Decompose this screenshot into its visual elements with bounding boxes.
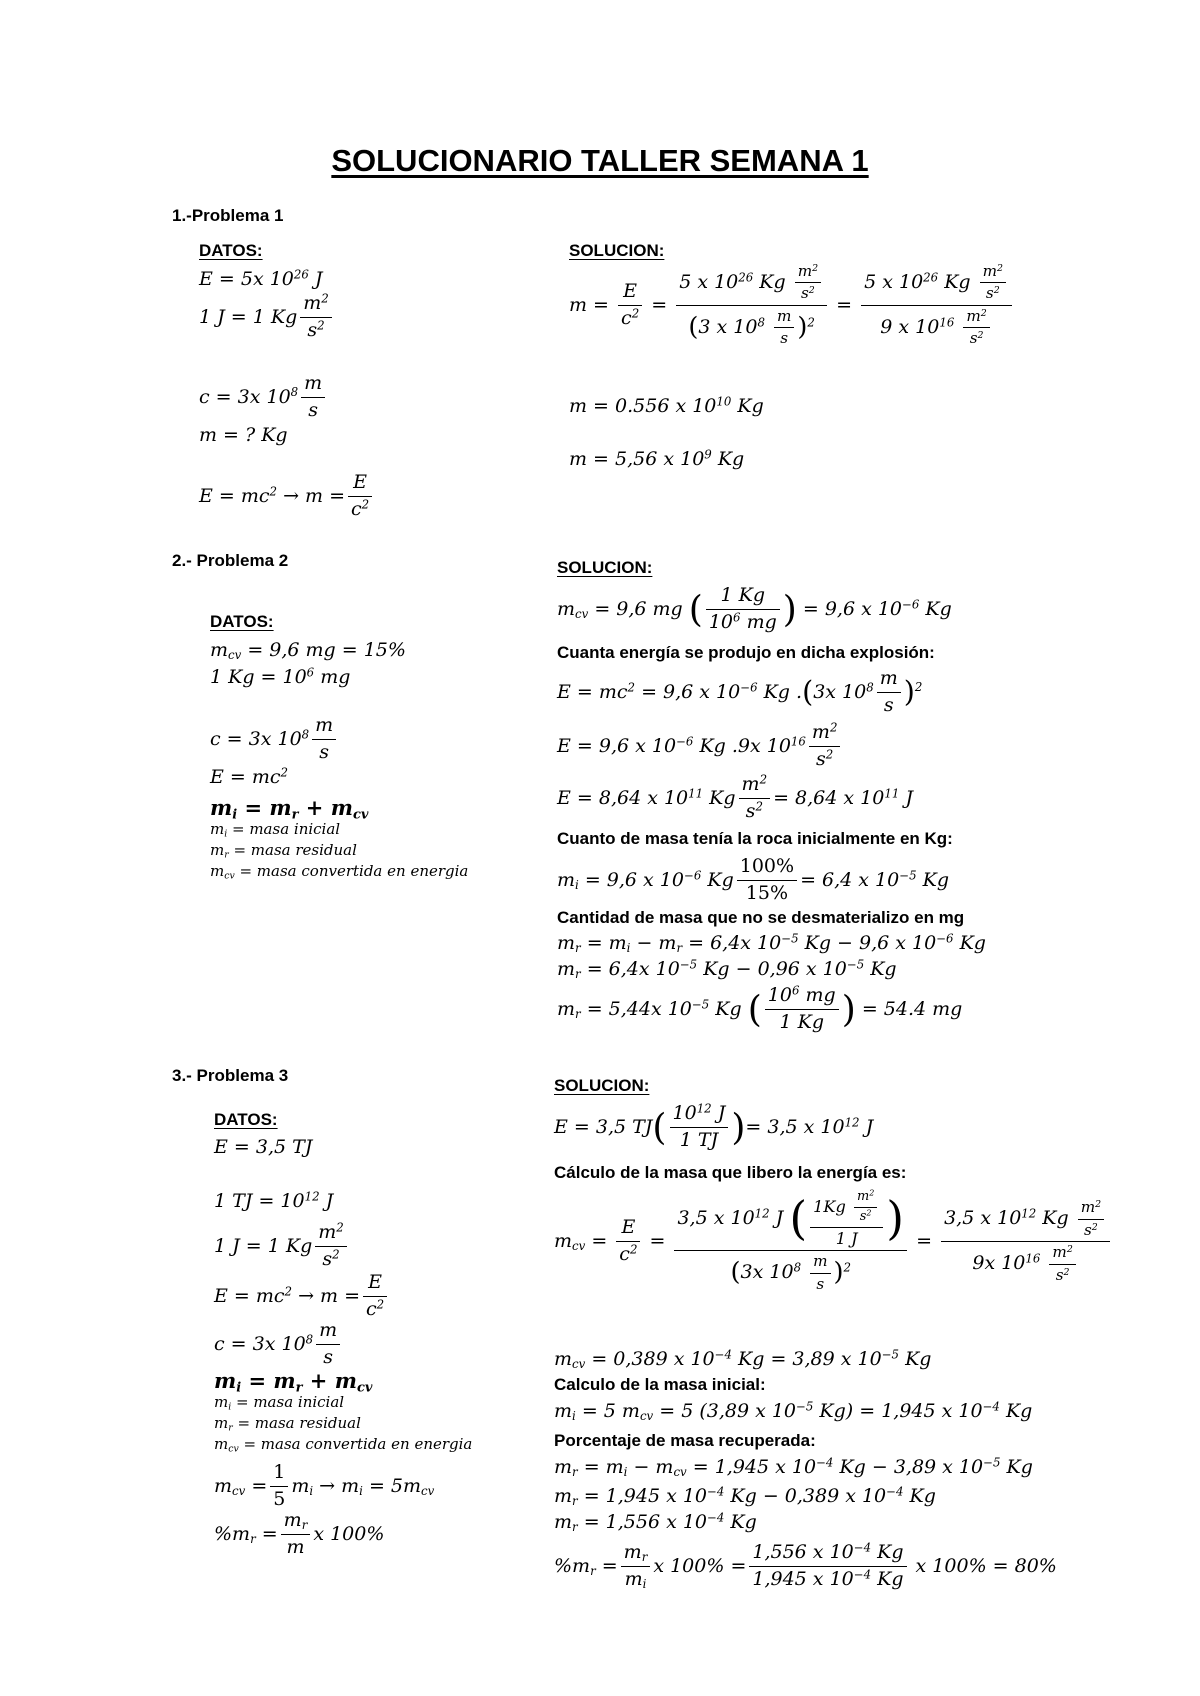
problem-2-residual-step-3: $m_r = 5,44x$ $10^{-5}$ Kg ( $\frac{10^6 mg}{1 Kg}$ ) = 54.4 mg — [557, 983, 963, 1033]
page-title: SOLUCIONARIO TALLER SEMANA 1 — [331, 143, 869, 178]
problem-3-question-percentage: Porcentaje de masa recuperada: — [554, 1431, 816, 1450]
problem-2-mass-balance: $m_i = m_r + m_{cv}$ — [210, 795, 369, 823]
problem-1-unknown-mass: m = ? Kg — [199, 424, 288, 446]
problem-1-solucion-label: SOLUCION: — [569, 241, 665, 260]
problem-2-legend-initial: $m_i$ = masa inicial — [210, 820, 341, 840]
problem-2-converted-mass: $m_{cv} = 9,6$ mg = 15% — [210, 639, 406, 662]
problem-2-energy-step-3: E = 8,64 x $10^{11}$ Kg $\frac{m^2}{s^2}$ = 8,64 x $10^{11}$ J — [557, 772, 913, 822]
problem-3-mass-balance: $m_i = m_r + m_{cv}$ — [214, 1368, 373, 1396]
problem-2-question-residual-mass: Cantidad de masa que no se desmaterializo en mg — [557, 908, 965, 927]
problem-3-percent-formula: $\%m_r$ = $\frac{m_r}{m}$ x 100% — [214, 1509, 385, 1558]
problem-1-energy-value: E = 5x $10^{26}$ J — [199, 267, 323, 290]
problem-1-mass-result-1: m = 0.556 x $10^{10}$ Kg — [569, 394, 764, 417]
problem-2-datos-label: DATOS: — [210, 612, 274, 631]
problem-3-terajoule-definition: 1 TJ = $10^{12}$ J — [214, 1189, 334, 1212]
problem-3-heading: 3.- Problema 3 — [172, 1066, 289, 1085]
problem-1-heading: 1.-Problema 1 — [172, 206, 284, 225]
problem-3-energy-value: E = 3,5 TJ — [214, 1136, 313, 1158]
problem-3-residual-step-2: $m_r = 1,945$ x $10^{-4}$ Kg − 0,389 x $10^{-4}$ Kg — [554, 1484, 936, 1508]
problem-3-solucion-label: SOLUCION: — [554, 1076, 650, 1095]
problem-3-residual-step-1: $m_r = m_i - m_{cv} = 1,945$ x $10^{-4}$ Kg − 3,89 x $10^{-5}$ Kg — [554, 1455, 1033, 1479]
problem-3-question-initial-mass: Calculo de la masa inicial: — [554, 1375, 766, 1394]
problem-1-energy-relation: $E = mc^2 \to m$ = $\frac{E}{c^2}$ — [199, 472, 375, 521]
problem-2-question-energy: Cuanta energía se produjo en dicha explosión: — [557, 643, 935, 662]
problem-3-residual-step-3: $m_r = 1,556$ x $10^{-4}$ Kg — [554, 1510, 757, 1534]
problem-3-light-speed: c = 3x $10^8$ $\frac{m}{s}$ — [214, 1320, 343, 1369]
problem-3-energy-relation: $E = mc^2 \to m$ = $\frac{E}{c^2}$ — [214, 1272, 390, 1321]
problem-2-legend-residual: $m_r$ = masa residual — [210, 841, 357, 861]
problem-2-initial-mass-calc: $m_i = 9,6$ x $10^{-6}$ Kg $\frac{100\%}{15\%}$ = 6,4 x $10^{-5}$ Kg — [557, 855, 949, 904]
problem-3-percentage-result: $\%m_r$ = $\frac{m_r}{m_i}$ x 100% = $\frac{1,556 x 10^{-4} Kg}{1,945 x 10^{-4} Kg}$ x 100% = 80% — [554, 1540, 1057, 1591]
problem-2-energy-step-2: E = 9,6 x $10^{-6}$ Kg .9x $10^{16}$ $\frac{m^2}{s^2}$ — [557, 722, 843, 771]
problem-3-legend-initial: $m_i$ = masa inicial — [214, 1393, 345, 1413]
problem-3-datos-label: DATOS: — [214, 1110, 278, 1129]
problem-1-light-speed: c = 3x $10^8$ $\frac{m}{s}$ — [199, 373, 328, 422]
problem-1-joule-definition: 1 J = 1 Kg $\frac{m^2}{s^2}$ — [199, 293, 335, 342]
problem-1-datos-label: DATOS: — [199, 241, 263, 260]
problem-3-converted-mass-result: $m_{cv} = 0,389$ x $10^{-4}$ Kg = 3,89 x $10^{-5}$ Kg — [554, 1347, 932, 1371]
problem-2-light-speed: c = 3x $10^8$ $\frac{m}{s}$ — [210, 715, 339, 764]
problem-3-legend-converted: $m_{cv}$ = masa convertida en energia — [214, 1435, 473, 1455]
problem-2-kg-to-mg: 1 $Kg = 10^6$ mg — [210, 665, 351, 688]
problem-3-initial-mass-calc: $m_i = 5$ $m_{cv} = 5$ (3,89 x $10^{-5}$ Kg) = 1,945 x $10^{-4}$ Kg — [554, 1399, 1033, 1423]
problem-2-solucion-label: SOLUCION: — [557, 558, 653, 577]
problem-2-legend-converted: $m_{cv}$ = masa convertida en energia — [210, 862, 469, 882]
problem-1-mass-result-2: m = 5,56 x $10^9$ Kg — [569, 447, 745, 470]
problem-2-residual-step-2: $m_r = 6,4x$ $10^{-5}$ Kg − 0,96 x $10^{-5}$ Kg — [557, 957, 897, 981]
problem-1-solution-mass-expression: m = $\frac{E}{c^2}$ = 5 x $10^{26}$ Kg $\frac{m^2}{s^2}$ (3 x $10^8$ $\frac{m}{s}$ )$^2$ = 5 x $10^{26}$ Kg $\frac{m^2}{s^2}$ 9 x $10^{16}$ $\frac{m^2}{s^2}$ — [569, 263, 1015, 348]
problem-3-converted-mass-expression: $m_{cv}$ = $\frac{E}{c^2}$ = 3,5 x $10^{12}$ J ( 1Kg $\frac{m^2}{s^2}$ 1 J ) (3x $10^8$ $\frac{m}{s}$ )$^2$ = 3,5 x $10^{12}$ Kg $\frac{m^2}{s^2}$ 9x $10^{16}$ $\frac{m^2}{s^2}$ — [554, 1190, 1113, 1293]
problem-2-heading: 2.- Problema 2 — [172, 551, 289, 570]
problem-3-question-converted-mass: Cálculo de la masa que libero la energía es: — [554, 1163, 907, 1182]
problem-3-legend-residual: $m_r$ = masa residual — [214, 1414, 361, 1434]
problem-2-question-initial-mass: Cuanto de masa tenía la roca inicialmente en Kg: — [557, 829, 953, 848]
problem-2-solution-converted-mass: $m_{cv} = 9,6$ mg ( $\frac{1 Kg}{10^6 mg}$ ) = 9,6 x $10^{-6}$ Kg — [557, 584, 952, 633]
problem-3-mass-fraction: $m_{cv}$ = $\frac{1}{5}$ $m_i \to m_i = 5m_{cv}$ — [214, 1461, 435, 1510]
problem-3-energy-conversion: E = 3,5 TJ( $\frac{10^{12} J}{1 TJ}$ )= 3,5 x $10^{12}$ J — [554, 1101, 874, 1151]
problem-2-energy-step-1: $E = mc^2 = 9,6$ x $10^{-6}$ Kg .(3x $10^8$ $\frac{m}{s}$ )$^2$ — [557, 667, 923, 716]
problem-2-energy-relation: $E = mc^2$ — [210, 765, 289, 788]
problem-3-joule-definition: 1 J = 1 Kg $\frac{m^2}{s^2}$ — [214, 1222, 350, 1271]
problem-2-residual-step-1: $m_r = m_i - m_r = 6,4x$ $10^{-5}$ Kg − 9,6 x $10^{-6}$ Kg — [557, 931, 986, 955]
